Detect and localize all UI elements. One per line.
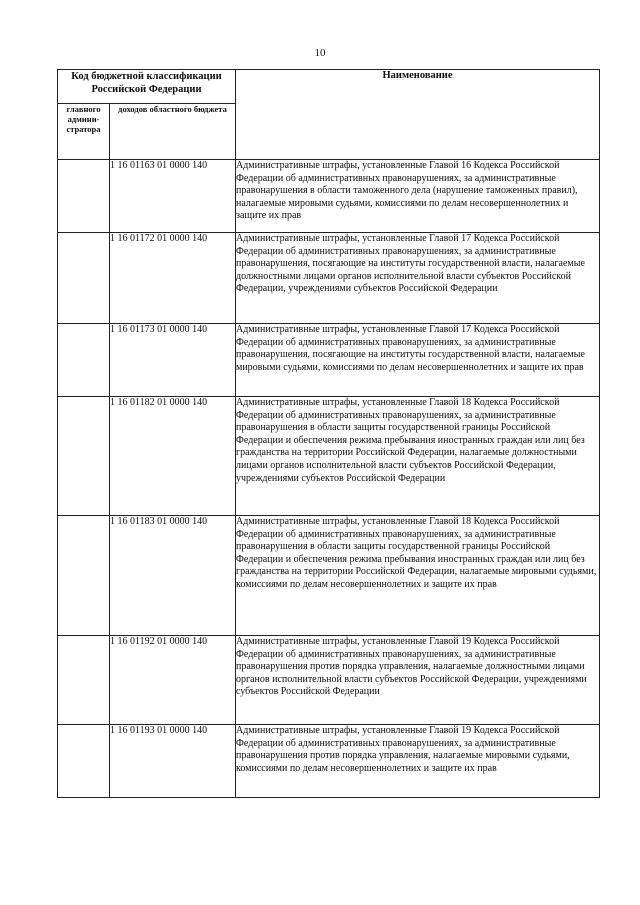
table-row: [58, 160, 600, 233]
revenue-name-cell: Административные штрафы, установленные Главой 16 Кодекса Российской Федерации об административных правонарушениях, за административные правонарушения в области таможенного дела (нарушение таможенных правил), налагаемые мировыми судьями, комиссиями по делам несовершеннолетних и защите их прав: [236, 160, 600, 233]
revenue-name-cell: Административные штрафы, установленные Главой 19 Кодекса Российской Федерации об административных правонарушениях, за административные правонарушения против порядка управления, налагаемые мировыми судьями, комиссиями по делам несовершеннолетних и защите их прав: [236, 725, 600, 798]
revenue-code-cell: 1 16 01173 01 0000 140: [110, 324, 236, 397]
admin-code-cell: [58, 636, 110, 725]
revenue-name-cell: Административные штрафы, установленные Главой 17 Кодекса Российской Федерации об административных правонарушениях, за административные правонарушения, посягающие на институты государственной власти, налагаемые должностными лицами органов исполнительной власти субъектов Российской Федерации, учреждениями субъектов Российской Федерации: [236, 233, 600, 324]
revenue-code-cell: 1 16 01182 01 0000 140: [110, 397, 236, 516]
revenue-code-cell: 1 16 01183 01 0000 140: [110, 516, 236, 636]
table-row: [58, 397, 600, 516]
budget-classification-table: [57, 69, 600, 798]
admin-column-header: главного админи-стратора: [58, 104, 110, 160]
table-row: [58, 516, 600, 636]
table-row: [58, 636, 600, 725]
revenue-name-cell: Административные штрафы, установленные Главой 18 Кодекса Российской Федерации об административных правонарушениях, за административные правонарушения в области защиты государственной границы Российской Федерации и обеспечения режима пребывания иностранных граждан или лиц без гражданства на территории Российской Федерации, налагаемые должностными лицами органов исполнительной власти субъектов Российской Федерации, учреждениями субъектов Российской Федерации: [236, 397, 600, 516]
revenue-name-cell: Административные штрафы, установленные Главой 19 Кодекса Российской Федерации об административных правонарушениях, за административные правонарушения против порядка управления, налагаемые должностными лицами органов исполнительной власти субъектов Российской Федерации, учреждениями субъектов Российской Федерации: [236, 636, 600, 725]
table-row: [58, 233, 600, 324]
admin-code-cell: [58, 725, 110, 798]
budget-code-group-header: Код бюджетной классификации Российской Федерации: [58, 70, 236, 104]
page-number: 10: [314, 47, 326, 59]
admin-code-cell: [58, 324, 110, 397]
revenue-code-cell: 1 16 01193 01 0000 140: [110, 725, 236, 798]
admin-code-cell: [58, 516, 110, 636]
admin-code-cell: [58, 233, 110, 324]
table-row: [58, 324, 600, 397]
revenue-name-cell: Административные штрафы, установленные Главой 17 Кодекса Российской Федерации об административных правонарушениях, за административные правонарушения, посягающие на институты государственной власти, налагаемые мировыми судьями, комиссиями по делам несовершеннолетних и защите их прав: [236, 324, 600, 397]
revenue-column-header: доходов областного бюджета: [110, 104, 236, 160]
revenue-code-cell: 1 16 01163 01 0000 140: [110, 160, 236, 233]
table-row: [58, 725, 600, 798]
revenue-code-cell: 1 16 01172 01 0000 140: [110, 233, 236, 324]
name-column-header: Наименование: [236, 70, 600, 160]
revenue-code-cell: 1 16 01192 01 0000 140: [110, 636, 236, 725]
admin-code-cell: [58, 160, 110, 233]
revenue-name-cell: Административные штрафы, установленные Главой 18 Кодекса Российской Федерации об административных правонарушениях, за административные правонарушения в области защиты государственной границы Российской Федерации и обеспечения режима пребывания иностранных граждан или лиц без гражданства на территории Российской Федерации, налагаемые мировыми судьями, комиссиями по делам несовершеннолетних и защите их прав: [236, 516, 600, 636]
admin-code-cell: [58, 397, 110, 516]
